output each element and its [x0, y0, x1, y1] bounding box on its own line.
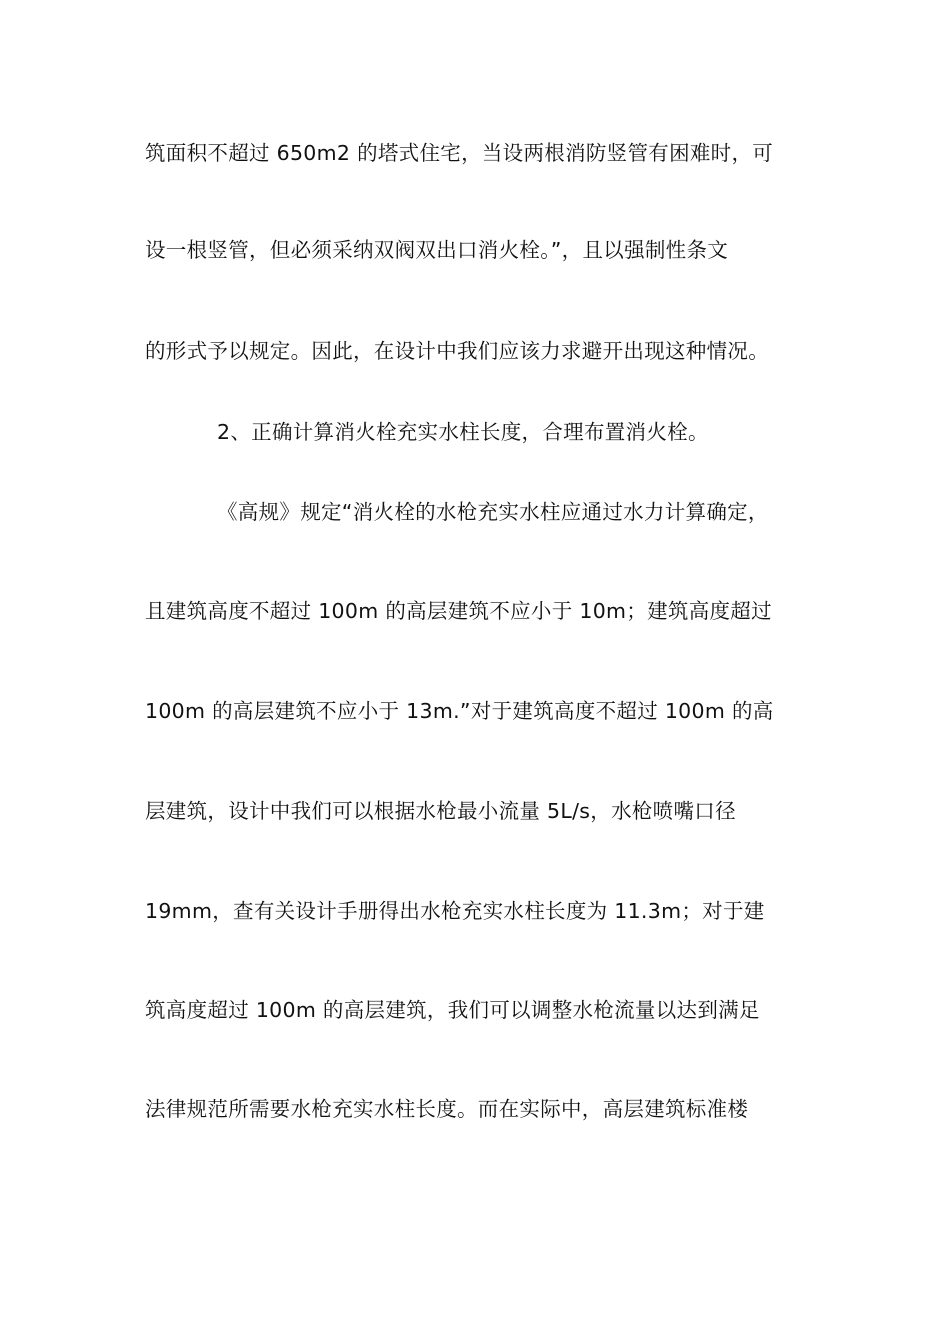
text-line-5: 《高规》规定“消火栓的水枪充实水柱应通过水力计算确定， — [217, 500, 769, 524]
text-line-1: 筑面积不超过 650m2 的塔式住宅，当设两根消防竖管有困难时，可 — [145, 141, 774, 165]
text-line-2: 设一根竖管，但必须采纳双阀双出口消火栓。”，且以强制性条文 — [145, 238, 729, 262]
text-line-7: 100m 的高层建筑不应小于 13m.”对于建筑高度不超过 100m 的高 — [145, 699, 774, 723]
text-line-8: 层建筑，设计中我们可以根据水枪最小流量 5L/s，水枪喷嘴口径 — [145, 799, 736, 823]
text-line-6: 且建筑高度不超过 100m 的高层建筑不应小于 10m；建筑高度超过 — [145, 599, 772, 623]
text-line-9: 19mm，查有关设计手册得出水枪充实水柱长度为 11.3m；对于建 — [145, 899, 765, 923]
text-line-10: 筑高度超过 100m 的高层建筑，我们可以调整水枪流量以达到满足 — [145, 998, 760, 1022]
text-line-3: 的形式予以规定。因此，在设计中我们应该力求避开出现这种情况。 — [145, 339, 769, 363]
section-heading: 2、正确计算消火栓充实水柱长度，合理布置消火栓。 — [217, 420, 709, 444]
text-line-11: 法律规范所需要水枪充实水柱长度。而在实际中，高层建筑标准楼 — [145, 1097, 749, 1121]
